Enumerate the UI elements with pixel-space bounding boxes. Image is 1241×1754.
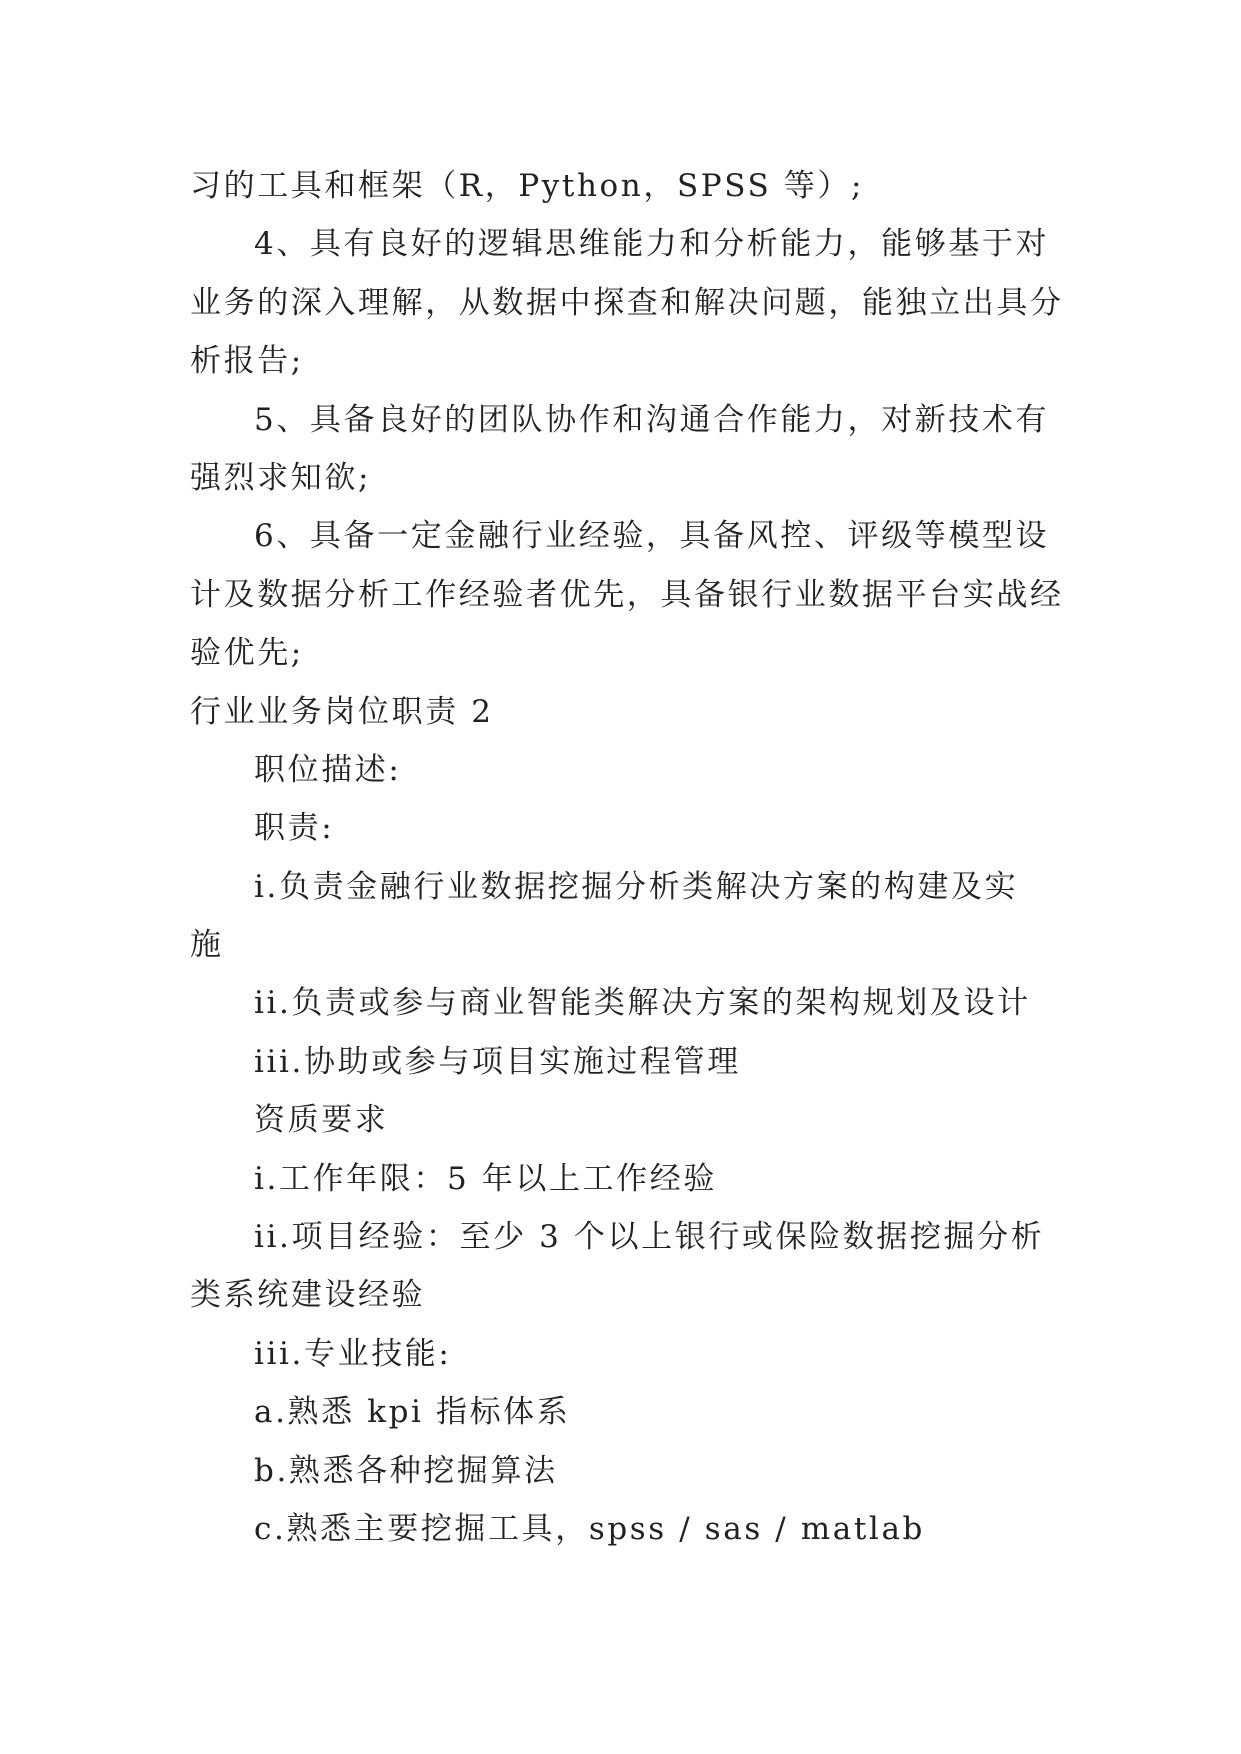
text-line: 资质要求 [254, 1102, 389, 1139]
text-line: 习的工具和框架（R，Python，SPSS 等）; [190, 168, 865, 204]
text-line: i.工作年限：5 年以上工作经验 [254, 1160, 717, 1197]
text-line: i.负责金融行业数据挖掘分析类解决方案的构建及实 [254, 868, 1019, 905]
text-line: 6、具备一定金融行业经验，具备风控、评级等模型设 [254, 518, 1050, 555]
document-body [190, 157, 1064, 1558]
text-line: ii.项目经验：至少 3 个以上银行或保险数据挖掘分析 [254, 1219, 1045, 1256]
section-heading: 行业业务岗位职责 2 [190, 693, 494, 730]
text-line: iii.协助或参与项目实施过程管理 [254, 1043, 741, 1080]
text-line: 析报告; [190, 343, 304, 380]
text-line: c.熟悉主要挖掘工具，spss / sas / matlab [254, 1510, 925, 1547]
text-line: iii.专业技能: [254, 1335, 452, 1372]
text-line: 4、具有良好的逻辑思维能力和分析能力，能够基于对 [254, 226, 1050, 263]
text-line: ii.负责或参与商业智能类解决方案的架构规划及设计 [254, 985, 1031, 1022]
text-line: 计及数据分析工作经验者优先，具备银行业数据平台实战经 [190, 576, 1064, 613]
text-line: 5、具备良好的团队协作和沟通合作能力，对新技术有 [254, 401, 1050, 438]
text-line: 职责: [254, 810, 335, 847]
text-line: 验优先; [190, 635, 304, 672]
text-line: 职位描述: [254, 751, 402, 788]
text-line: b.熟悉各种挖掘算法 [254, 1452, 558, 1489]
text-line: a.熟悉 kpi 指标体系 [254, 1394, 571, 1431]
text-line: 强烈求知欲; [190, 459, 372, 496]
text-line: 类系统建设经验 [190, 1277, 426, 1314]
text-line: 业务的深入理解，从数据中探查和解决问题，能独立出具分 [190, 284, 1064, 321]
text-line: 施 [190, 927, 224, 964]
